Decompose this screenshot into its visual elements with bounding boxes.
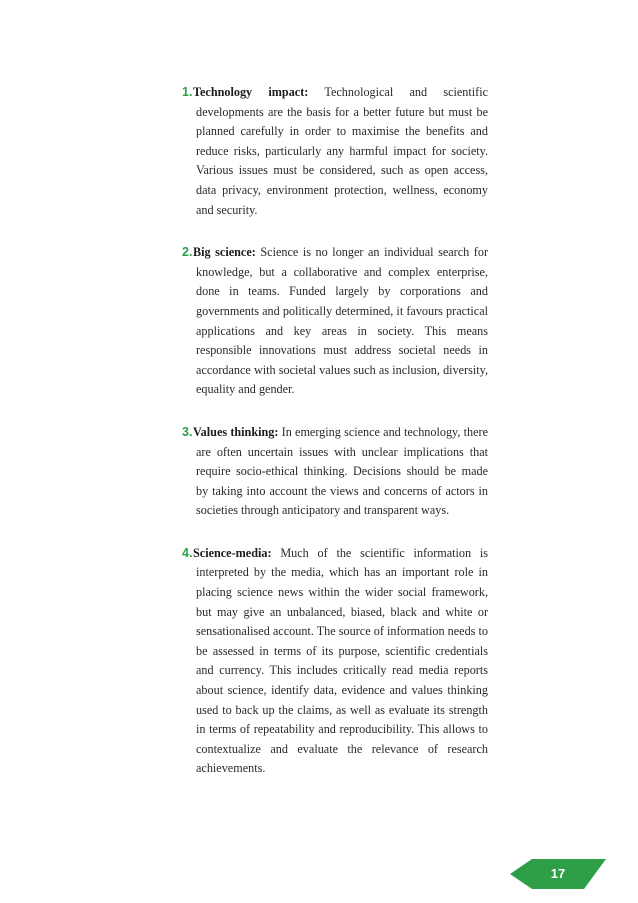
item-number: 2. (182, 245, 193, 260)
item-text: Much of the scientific information is interpreted by the media, which has an important role in placing science news within the wider social framework, but may give an unbalanced, biased, black and white or sensationalised account. The source of information needs to be assessed in terms of its purpose, scientific credentials and currency. This includes critically read media reports about science, identify data, evidence and values thinking used to back up the claims, as well as evaluate its strength in terms of repeatability and reproducibility. This allows to contextualize and evaluate the relevance of research achievements. (196, 545, 489, 776)
list-item-technology-impact (178, 83, 488, 220)
item-term: Technology impact: (193, 85, 309, 99)
document-body (178, 83, 488, 802)
item-number: 3. (182, 424, 193, 439)
page-number-badge (510, 859, 606, 889)
item-text: Technological and scientific developments are the basis for a better future but must be planned carefully in order to maximise the benefits and reduce risks, particularly any harmful impact for society. Various issues must be considered, such as open access, data privacy, environment protection, wellness, economy and security. (196, 85, 488, 217)
item-term: Big science: (193, 245, 256, 260)
list-item-values-thinking (178, 423, 488, 521)
item-term: Values thinking: (193, 424, 279, 439)
item-number: 4. (182, 545, 193, 560)
list-item-science-media (178, 544, 488, 779)
item-text: In emerging science and technology, there are often uncertain issues with unclear implications that require socio-ethical thinking. Decisions should be made by taking into account the views and concerns of actors in societies through anticipatory and transparent ways. (196, 424, 488, 518)
list-item-big-science (178, 243, 488, 400)
item-term: Science-media: (193, 545, 272, 560)
item-number: 1. (182, 85, 193, 99)
page-number: 17 (550, 866, 566, 881)
item-text: Science is no longer an individual search for knowledge, but a collaborative and complex enterprise, done in teams. Funded largely by corporations and governments and politically determined, it favours practical applications and key areas in society. This means responsible innovations must address societal needs in accordance with societal values such as inclusion, diversity, equality and gender. (196, 245, 489, 397)
